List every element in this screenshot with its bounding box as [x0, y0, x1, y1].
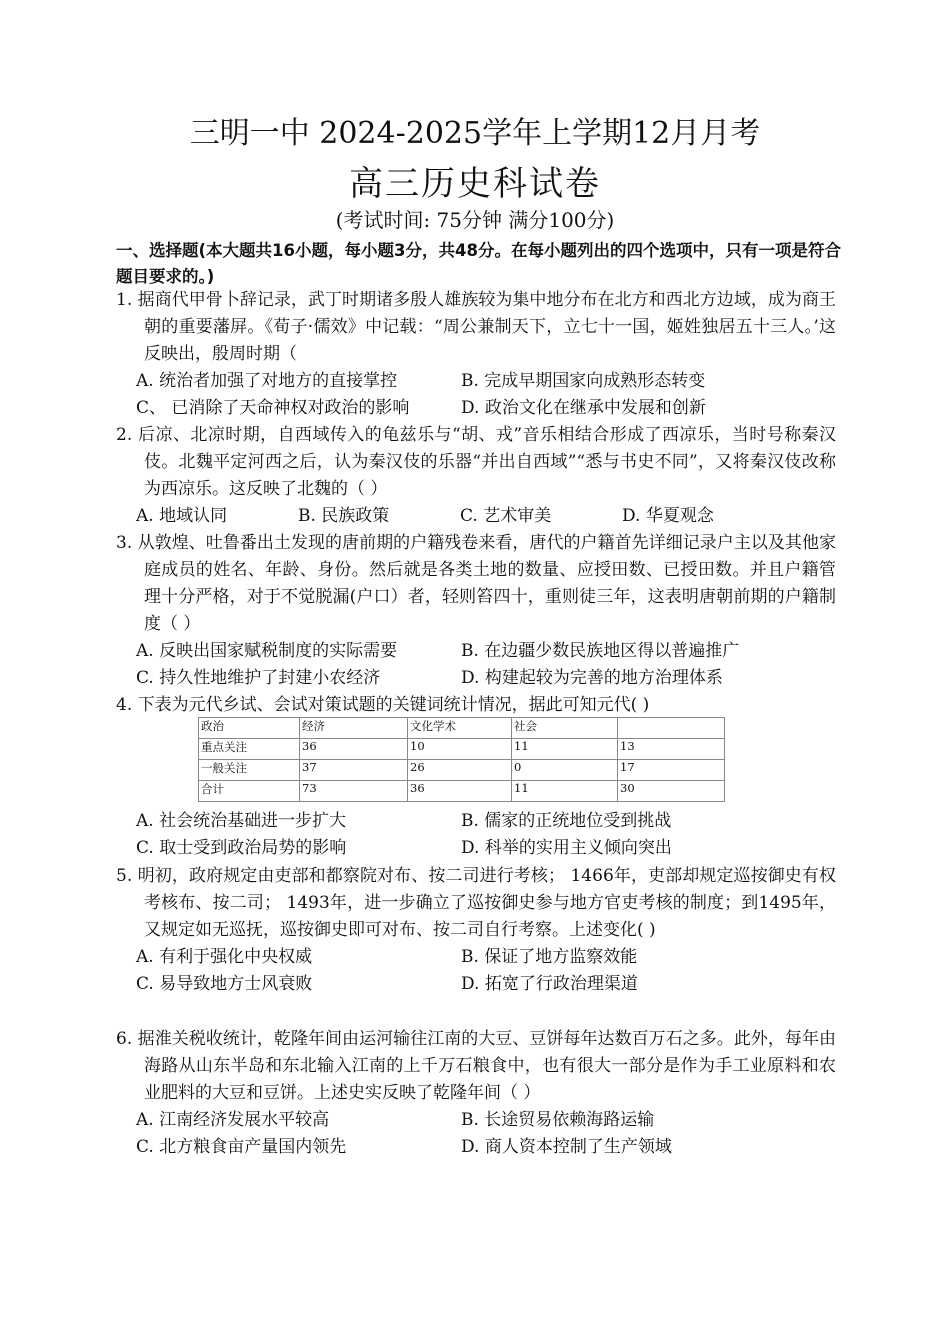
table-cell: 36 — [300, 739, 408, 760]
exam-title: 三明一中 2024-2025学年上学期12月月考 — [189, 116, 761, 151]
option-d: D. 商人资本控制了生产领域 — [461, 1137, 672, 1157]
section-heading: 一、选择题(本大题共16小题，每小题3分，共48分。在每小题列出的四个选项中，只有一项是符合题目要求的。) — [116, 241, 841, 286]
option-c: C. 易导致地方士风衰败 — [136, 974, 313, 994]
exam-info: (考试时间: 75分钟 满分100分) — [335, 208, 615, 232]
option-b: B. 保证了地方监察效能 — [461, 947, 638, 967]
question-stem: 3. 从敦煌、吐鲁番出土发现的唐前期的户籍残卷来看，唐代的户籍首先详细记录户主以及其他家庭成员的姓名、年龄、身份。然后就是各类土地的数量、应授田数、已授田数。并且户籍管理十分严格，对于不觉脱漏(户口）者，轻则笞四十，重则徒三年，这表明唐朝前期的户籍制度（ ） — [116, 533, 836, 634]
table-row — [199, 781, 725, 802]
question-2 — [116, 422, 836, 530]
option-a: A. 江南经济发展水平较高 — [136, 1110, 330, 1130]
option-b: B. 民族政策 — [298, 506, 390, 526]
option-d: D. 政治文化在继承中发展和创新 — [461, 398, 706, 418]
question-stem: 4. 下表为元代乡试、会试对策试题的关键词统计情况，据此可知元代( ) — [116, 695, 650, 715]
option-b: B. 长途贸易依赖海路运输 — [461, 1110, 655, 1130]
option-b: B. 儒家的正统地位受到挑战 — [461, 811, 672, 831]
question-stem: 1. 据商代甲骨卜辞记录，武丁时期诸多殷人雄族较为集中地分布在北方和西北方边域，成为商王朝的重要藩屏。《荀子·儒效》中记载：“周公兼制天下，立七十一国，姬姓独居五十三人。’这反映出，殷周时期（ — [116, 290, 836, 364]
table-cell: 13 — [618, 739, 725, 760]
option-a: A. 地域认同 — [136, 506, 228, 526]
option-b: B. 完成早期国家向成熟形态转变 — [461, 371, 706, 391]
table-cell: 30 — [618, 781, 725, 802]
option-c: C、 已消除了天命神权对政治的影响 — [136, 398, 410, 418]
option-d: D. 构建起较为完善的地方治理体系 — [461, 668, 723, 688]
table-cell: 政治 — [199, 718, 300, 739]
question-1 — [116, 287, 836, 422]
question-stem: 6. 据淮关税收统计，乾隆年间由运河输往江南的大豆、豆饼每年达数百万石之多。此外，每年由海路从山东半岛和东北输入江南的上千万石粮食中，也有很大一部分是作为手工业原料和农业肥料的大豆和豆饼。上述史实反映了乾隆年间（ ） — [116, 1029, 836, 1103]
table-cell: 73 — [300, 781, 408, 802]
keyword-statistics-table — [198, 717, 725, 802]
table-cell: 合计 — [199, 781, 300, 802]
table-cell: 11 — [512, 739, 618, 760]
table-cell: 社会 — [512, 718, 618, 739]
table-row — [199, 718, 725, 739]
table-cell: 37 — [300, 760, 408, 781]
question-5 — [116, 863, 836, 998]
table-row — [199, 760, 725, 781]
table-cell: 36 — [408, 781, 512, 802]
question-stem: 2. 后凉、北凉时期，自西域传入的龟兹乐与“胡、戎”音乐相结合形成了西凉乐，当时号称秦汉伎。北魏平定河西之后，认为秦汉伎的乐器“并出自西域”“悉与书史不同”，又将秦汉伎改称为西凉乐。这反映了北魏的（ ） — [116, 425, 836, 499]
table-cell: 0 — [512, 760, 618, 781]
option-c: C. 艺术审美 — [460, 506, 552, 526]
table-cell: 一般关注 — [199, 760, 300, 781]
question-6 — [116, 1026, 836, 1161]
table-row — [199, 739, 725, 760]
option-a: A. 反映出国家赋税制度的实际需要 — [136, 641, 398, 661]
table-cell: 经济 — [300, 718, 408, 739]
question-4 — [116, 692, 836, 719]
option-c: C. 取士受到政治局势的影响 — [136, 838, 347, 858]
option-d: D. 科举的实用主义倾向突出 — [461, 838, 672, 858]
option-b: B. 在边疆少数民族地区得以普遍推广 — [461, 641, 740, 661]
table-cell: 重点关注 — [199, 739, 300, 760]
option-c: C. 北方粮食亩产量国内领先 — [136, 1137, 347, 1157]
option-a: A. 社会统治基础进一步扩大 — [136, 811, 347, 831]
option-a: A. 统治者加强了对地方的直接掌控 — [136, 371, 398, 391]
table-cell: 10 — [408, 739, 512, 760]
question-3 — [116, 530, 836, 692]
table-cell: 文化学术 — [408, 718, 512, 739]
question-4-options — [116, 808, 836, 862]
table-cell: 11 — [512, 781, 618, 802]
option-c: C. 持久性地维护了封建小农经济 — [136, 668, 381, 688]
table-cell: 17 — [618, 760, 725, 781]
option-d: D. 华夏观念 — [622, 506, 714, 526]
option-a: A. 有利于强化中央权威 — [136, 947, 313, 967]
option-d: D. 拓宽了行政治理渠道 — [461, 974, 638, 994]
table-cell: 26 — [408, 760, 512, 781]
exam-subject-title: 高三历史科试卷 — [349, 164, 601, 204]
question-stem: 5. 明初，政府规定由吏部和都察院对布、按二司进行考核； 1466年，吏部却规定巡按御史有权考核布、按二司； 1493年，进一步确立了巡按御史参与地方官吏考核的制度；到1495年，又规定如无巡抚，巡按御史即可对布、按二司自行考察。上述变化( ) — [116, 866, 836, 940]
table-cell — [618, 718, 725, 739]
